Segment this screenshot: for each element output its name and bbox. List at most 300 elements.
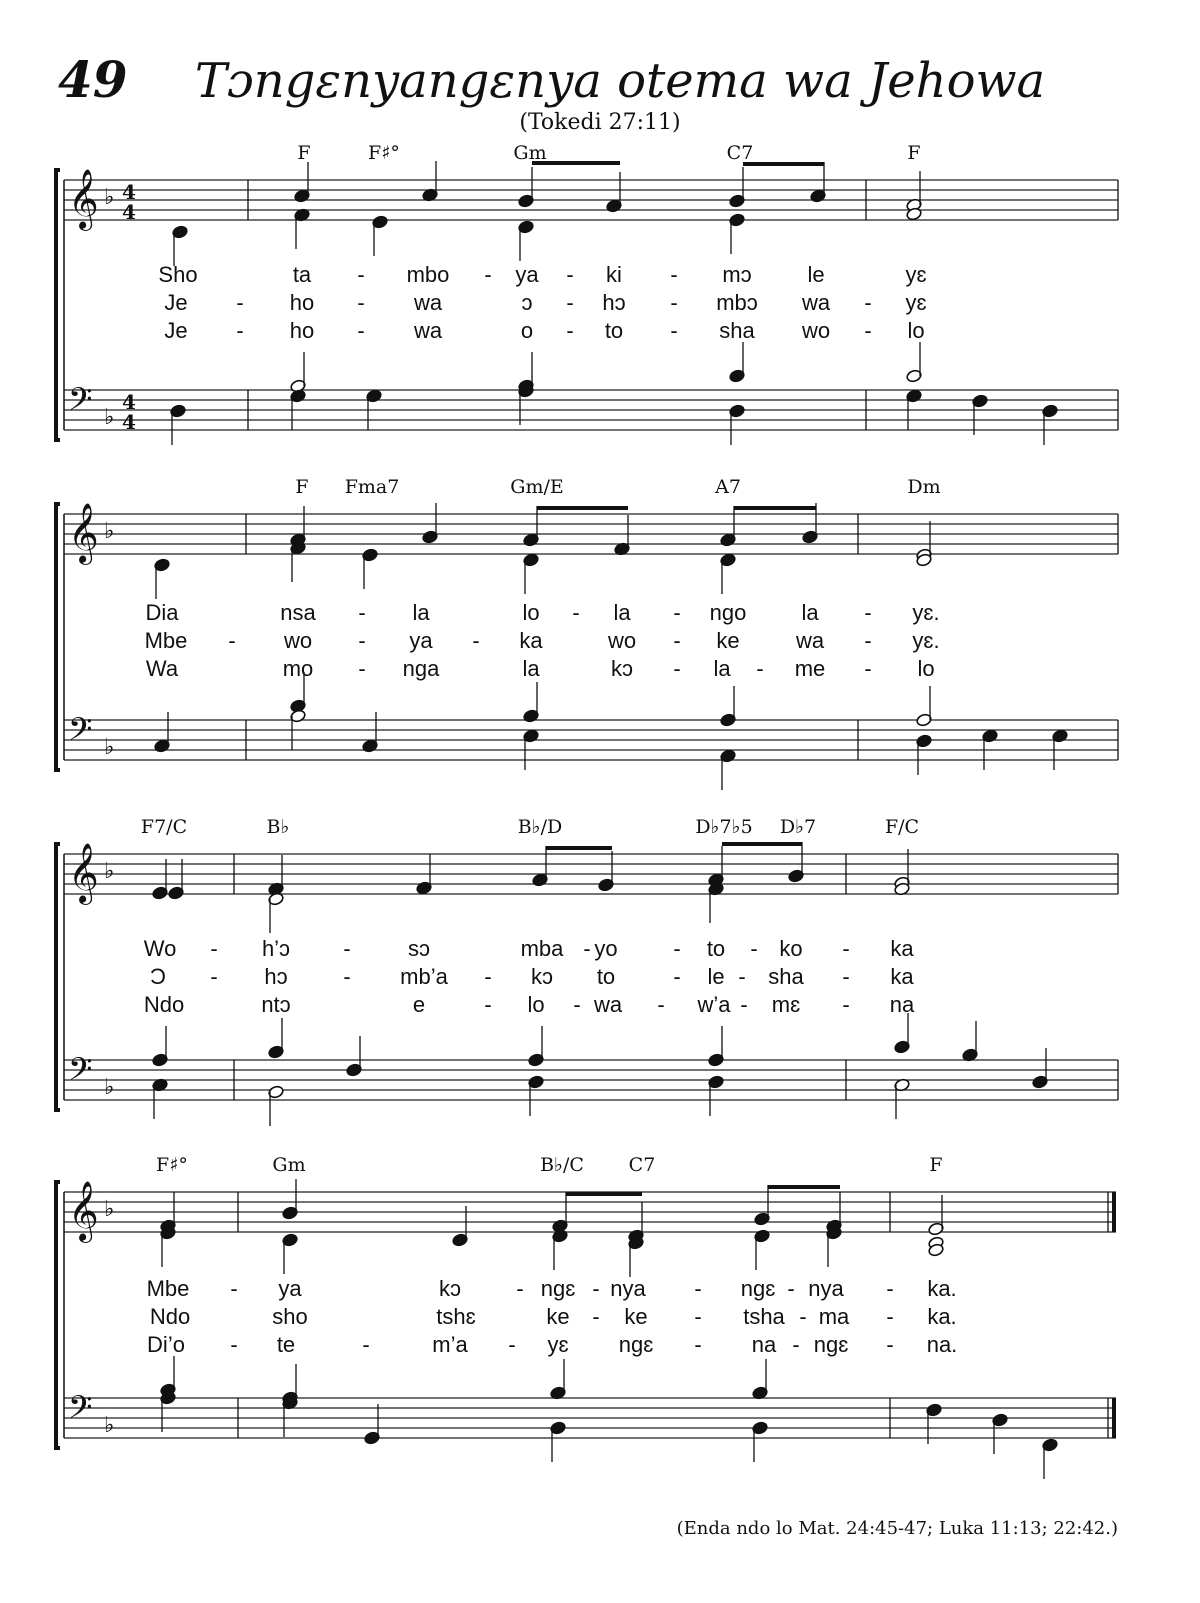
lyric-syllable: mbo [406,262,450,287]
lyric-hyphen: - [864,600,872,625]
chord-symbol: Gm [272,1154,306,1176]
lyric-syllable: Mbe [146,1276,190,1301]
lyric-syllable: w’a [697,992,731,1017]
note [729,342,746,383]
note [170,404,187,445]
lyric-syllable: Sho [158,262,198,287]
note [154,558,171,599]
chord-symbol: F♯° [156,1154,188,1176]
lyric-syllable: na [889,992,915,1017]
lyric-syllable: ho [289,290,315,315]
scripture-reference: (Tokedi 27:11) [519,110,681,135]
lyric-hyphen: - [236,290,244,315]
lyric-hyphen: - [484,262,492,287]
chord-symbol: F [929,1154,943,1176]
lyric-syllable: Wa [145,656,179,681]
treble-staff [64,169,1118,231]
lyric-syllable: to [596,964,616,989]
lyric-syllable: to [604,318,624,343]
lyric-hyphen: - [670,262,678,287]
lyric-syllable: ka [890,964,914,989]
note [628,1236,645,1277]
lyric-hyphen: - [886,1304,894,1329]
note [906,171,923,212]
note [894,1013,911,1054]
chord-symbol: F♯° [368,142,400,164]
lyric-syllable: mɛ [771,992,801,1017]
note [532,846,549,887]
lyric-syllable: sha [719,318,755,343]
lyric-hyphen: - [230,1276,238,1301]
lyric-syllable: sɔ [408,936,430,961]
beam [566,1192,642,1196]
note [282,1396,299,1437]
chord-symbol: Dm [907,476,941,498]
treble-staff [64,503,1118,565]
note [294,162,311,203]
bass-staff [64,381,1118,434]
bass-clef-icon: 𝄢 [68,711,93,755]
lyric-hyphen: - [673,600,681,625]
lyric-hyphen: - [670,318,678,343]
lyric-syllable: yɛ. [912,628,940,653]
lyric-hyphen: - [864,656,872,681]
note [928,1195,945,1236]
lyric-syllable: mb’a [400,964,448,989]
lyric-syllable: ko [779,936,803,961]
chord-symbol: Gm [513,142,547,164]
chord-symbol: C7 [726,142,754,164]
note [290,352,307,393]
lyric-syllable: m’a [432,1332,468,1357]
lyric-syllable: la [713,656,731,681]
lyric-hyphen: - [673,628,681,653]
lyric-syllable: ɔ [521,290,533,315]
note [152,1026,169,1067]
note [708,1026,725,1067]
lyric-syllable: lo [907,318,925,343]
lyric-syllable: la [522,656,540,681]
lyric-syllable: kɔ [531,964,553,989]
note [268,1018,285,1059]
note [523,553,540,594]
treble-clef-icon: 𝄞 [68,503,99,563]
lyric-syllable: la [801,600,819,625]
lyric-hyphen: - [572,600,580,625]
lyric-syllable: o [520,318,534,343]
bass-staff [64,1051,1118,1100]
note [422,161,439,202]
lyric-hyphen: - [566,290,574,315]
beam [743,162,824,166]
note [528,1075,545,1116]
lyric-syllable: ho [289,318,315,343]
lyric-hyphen: - [210,964,218,989]
lyric-hyphen: - [886,1332,894,1357]
note [720,686,737,727]
lyric-syllable: nsa [280,600,316,625]
lyric-syllable: h’ɔ [261,936,291,961]
note [550,1359,567,1400]
note [346,1036,363,1077]
lyric-hyphen: - [694,1276,702,1301]
lyric-syllable: Ndo [143,992,185,1017]
lyric-syllable: ke [716,628,740,653]
lyric-hyphen: - [210,936,218,961]
lyric-hyphen: - [738,964,746,989]
lyric-hyphen: - [230,1332,238,1357]
lyric-syllable: Ndo [149,1304,191,1329]
lyric-syllable: Ɔ [150,964,166,989]
lyric-syllable: wa [795,628,825,653]
note [152,859,169,900]
note [528,1026,545,1067]
system-bracket [56,844,60,1110]
lyric-syllable: Je [164,290,188,315]
lyric-syllable: nya [610,1276,646,1301]
lyric-hyphen: - [357,262,365,287]
bass-clef-icon: 𝄢 [68,381,93,425]
beam [537,506,628,510]
note [788,842,805,883]
lyric-hyphen: - [750,936,758,961]
lyric-syllable: Wo [143,936,177,961]
lyric-hyphen: - [573,992,581,1017]
lyric-hyphen: - [787,1276,795,1301]
lyric-syllable: kɔ [611,656,633,681]
note [518,220,535,261]
note [550,1421,567,1462]
note [894,1078,911,1119]
note [1042,1438,1059,1479]
lyric-syllable: lo [527,992,545,1017]
lyric-syllable: Je [164,318,188,343]
lyric-hyphen: - [358,600,366,625]
lyric-syllable: ya [409,628,433,653]
lyric-hyphen: - [694,1304,702,1329]
lyric-syllable: wa [413,318,443,343]
note [916,686,933,727]
note [160,1356,177,1397]
lyric-syllable: le [707,964,725,989]
lyric-hyphen: - [657,992,665,1017]
lyric-syllable: la [412,600,430,625]
note [708,846,725,887]
beam [546,846,612,850]
chord-symbol: B♭/D [517,816,563,838]
chord-symbol: F/C [884,816,920,838]
chord-symbol: B♭ [266,816,290,838]
note [729,167,746,208]
lyric-syllable: yo [594,936,618,961]
lyric-syllable: na [751,1332,777,1357]
note [268,1085,285,1126]
note [720,749,737,790]
lyric-syllable: ta [292,262,312,287]
lyric-hyphen: - [592,1304,600,1329]
chord-symbol: A7 [715,476,741,498]
lyric-hyphen: - [516,1276,524,1301]
flat-key-icon: ♭ [104,1413,115,1438]
lyric-syllable: lo [522,600,540,625]
note [754,1185,771,1226]
lyric-hyphen: - [583,936,591,961]
chord-symbol: F [297,142,311,164]
note [372,215,389,256]
lyric-syllable: nga [402,656,440,681]
lyric-syllable: e [412,992,426,1017]
time-signature-bottom: 4 [122,200,136,224]
note [992,1413,1009,1454]
note [962,1021,979,1062]
lyric-syllable: Dia [145,600,179,625]
note [362,712,379,753]
note [152,1078,169,1119]
lyric-hyphen: - [673,964,681,989]
final-barline-thick [1112,1398,1116,1438]
lyric-syllable: sho [272,1304,308,1329]
lyric-syllable: ka [519,628,543,653]
lyric-hyphen: - [842,964,850,989]
note [160,1226,177,1267]
lyric-syllable: wa [801,290,831,315]
lyric-hyphen: - [508,1332,516,1357]
note [154,712,171,753]
note [754,1229,771,1270]
note [708,1075,725,1116]
lyric-syllable: lo [917,656,935,681]
note [729,213,746,254]
flat-key-icon: ♭ [104,185,115,210]
note [708,882,725,923]
lyric-syllable: wa [413,290,443,315]
lyric-hyphen: - [740,992,748,1017]
lyric-hyphen: - [343,964,351,989]
lyric-hyphen: - [362,1332,370,1357]
flat-key-icon: ♭ [104,405,115,430]
lyric-syllable: la [613,600,631,625]
lyric-syllable: kɔ [439,1276,461,1301]
lyric-hyphen: - [842,936,850,961]
chord-symbol: D♭7♭5 [695,816,753,838]
flat-key-icon: ♭ [104,1075,115,1100]
chord-symbol: F7/C [140,816,188,838]
chord-symbol: C7 [628,1154,656,1176]
treble-clef-icon: 𝄞 [68,843,99,903]
note [552,1229,569,1270]
lyric-syllable: wo [801,318,831,343]
lyric-syllable: wa [593,992,623,1017]
lyric-syllable: yɛ [905,262,927,287]
note [826,1226,843,1267]
lyric-hyphen: - [864,290,872,315]
note [364,1404,381,1445]
time-signature-top: 4 [122,390,136,414]
lyric-syllable: ngɛ [813,1332,849,1357]
final-barline-thick [1112,1192,1116,1232]
bass-clef-icon: 𝄢 [68,1389,93,1433]
flat-key-icon: ♭ [104,519,115,544]
chord-symbol: F [295,476,309,498]
lyric-syllable: ka. [927,1276,957,1301]
note [518,384,535,425]
note [268,855,285,896]
system-bracket [56,170,60,440]
treble-staff [64,1181,1116,1243]
note [294,208,311,249]
time-signature-bottom: 4 [122,410,136,434]
chord-symbol: B♭/C [540,1154,584,1176]
system-1-staves [56,169,1118,440]
lyric-syllable: hɔ [602,290,626,315]
lyric-syllable: mo [282,656,314,681]
bass-staff [64,711,1118,760]
lyric-syllable: ngo [709,600,747,625]
lyric-syllable: Mbe [144,628,188,653]
hymn-title: Tɔngɛnyangɛnya otema wa Jehowa [194,53,1046,109]
note [729,404,746,445]
chord-symbol: Fma7 [344,476,400,498]
note [810,162,827,203]
lyric-hyphen: - [799,1304,807,1329]
lyric-syllable: yɛ. [912,600,940,625]
note [614,515,631,556]
lyric-syllable: nya [808,1276,844,1301]
system-4-staves [56,1181,1116,1448]
treble-staff [64,843,1118,905]
flat-key-icon: ♭ [104,859,115,884]
hymn-number: 49 [58,50,128,109]
note [518,167,535,208]
lyric-syllable: ka. [927,1304,957,1329]
lyric-syllable: ke [546,1304,570,1329]
lyric-hyphen: - [864,628,872,653]
lyric-syllable: mbɔ [716,290,758,315]
lyric-hyphen: - [484,992,492,1017]
lyric-syllable: wo [607,628,637,653]
note [290,541,307,582]
note [1042,404,1059,445]
lyric-syllable: ngɛ [740,1276,776,1301]
treble-clef-icon: 𝄞 [68,1181,99,1241]
lyric-syllable: to [706,936,726,961]
system-2-staves [56,503,1118,770]
lyric-hyphen: - [472,628,480,653]
lyric-hyphen: - [343,936,351,961]
note [282,1233,299,1274]
note [606,172,623,213]
lyric-hyphen: - [357,318,365,343]
lyric-hyphen: - [886,1276,894,1301]
lyric-syllable: na. [926,1332,958,1357]
lyric-hyphen: - [566,318,574,343]
lyric-syllable: ya [515,262,539,287]
chord-symbol: Gm/E [510,476,564,498]
note [290,506,307,547]
lyric-hyphen: - [864,318,872,343]
lyric-syllable: le [807,262,825,287]
note [172,225,189,266]
chord-symbol: F [907,142,921,164]
note [282,1179,299,1220]
system-bracket [56,1182,60,1448]
lyric-syllable: ya [278,1276,302,1301]
note [523,506,540,547]
lyric-hyphen: - [756,656,764,681]
beam [768,1185,840,1189]
note [906,342,923,383]
lyric-syllable: ma [818,1304,850,1329]
lyric-hyphen: - [566,262,574,287]
lyric-syllable: sha [768,964,804,989]
lyric-syllable: ke [624,1304,648,1329]
lyric-syllable: ki [606,262,622,287]
note [362,548,379,589]
flat-key-icon: ♭ [104,735,115,760]
lyric-hyphen: - [236,318,244,343]
note [1032,1048,1049,1089]
lyric-hyphen: - [358,628,366,653]
lyric-hyphen: - [842,992,850,1017]
note [752,1421,769,1462]
lyric-syllable: yɛ [905,290,927,315]
lyric-hyphen: - [484,964,492,989]
lyric-syllable: Di’o [147,1332,185,1357]
lyric-syllable: wo [283,628,313,653]
lyric-syllable: ka [890,936,914,961]
lyric-hyphen: - [357,290,365,315]
bass-clef-icon: 𝄢 [68,1051,93,1095]
note [916,734,933,775]
note [168,859,185,900]
lyric-hyphen: - [694,1332,702,1357]
chord-symbol: D♭7 [779,816,817,838]
beam [722,842,802,846]
lyric-syllable: te [276,1332,296,1357]
flat-key-icon: ♭ [104,1197,115,1222]
lyric-hyphen: - [358,656,366,681]
note [160,1391,177,1432]
lyric-hyphen: - [673,936,681,961]
lyric-syllable: hɔ [264,964,288,989]
note [752,1359,769,1400]
lyric-syllable: ngɛ [540,1276,576,1301]
note [598,851,615,892]
note [268,892,285,933]
lyric-syllable: mba [520,936,564,961]
time-signature-top: 4 [122,180,136,204]
lyric-syllable: tsha [743,1304,785,1329]
beam [734,506,816,510]
lyric-hyphen: - [792,1332,800,1357]
lyric-syllable: ntɔ [261,992,291,1017]
lyric-hyphen: - [670,290,678,315]
system-bracket [56,504,60,770]
treble-clef-icon: 𝄞 [68,169,99,229]
lyric-syllable: yɛ [547,1332,569,1357]
lyric-hyphen: - [228,628,236,653]
lyric-hyphen: - [673,656,681,681]
note [720,553,737,594]
lyric-syllable: ngɛ [618,1332,654,1357]
lyric-syllable: mɔ [722,262,752,287]
lyric-hyphen: - [592,1276,600,1301]
note [972,394,989,435]
note [523,682,540,723]
bass-staff [64,1389,1116,1438]
lyric-syllable: tshɛ [436,1304,476,1329]
scripture-footnote: (Enda ndo lo Mat. 24:45-47; Luka 11:13; 22:42.) [676,1518,1118,1539]
